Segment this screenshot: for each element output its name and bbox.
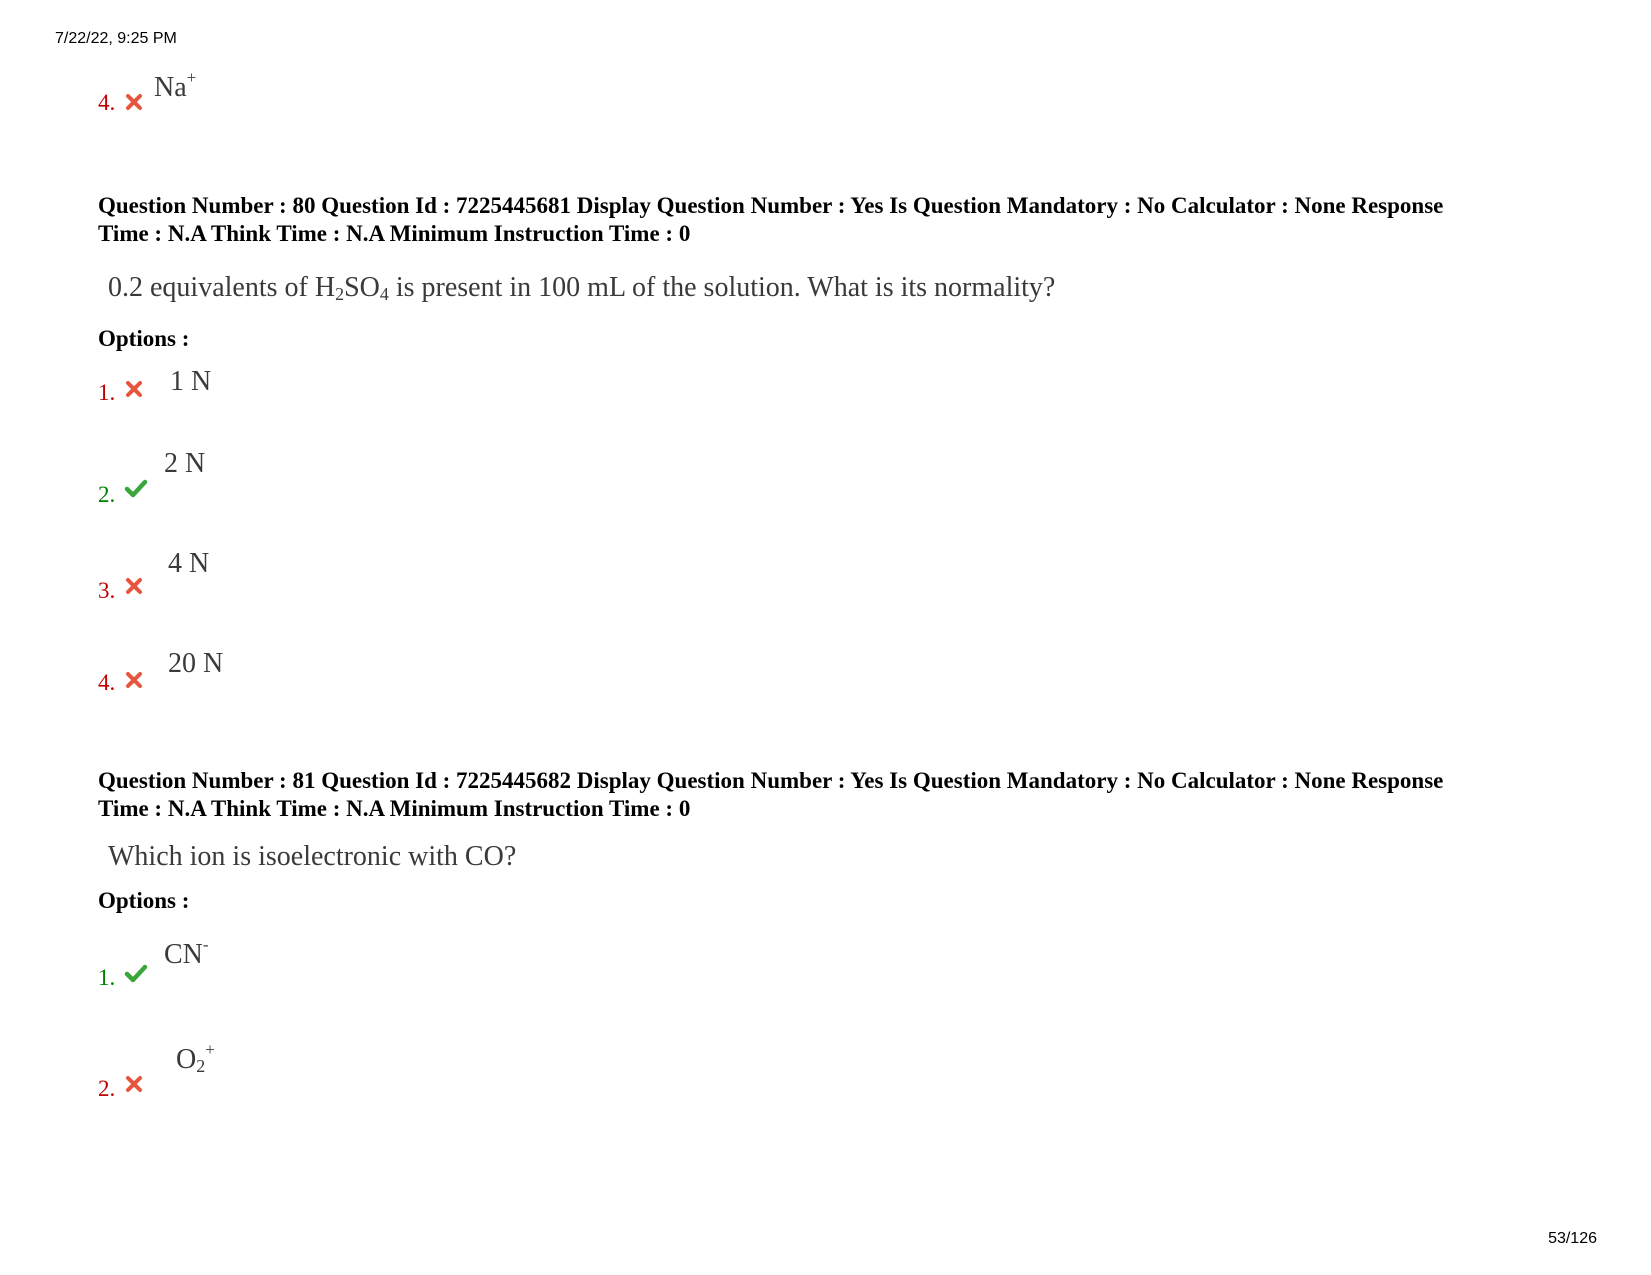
meta-line-1: Question Number : 80 Question Id : 7225445681 Display Question Number : Yes Is Question Mandatory : No Calculator : None Response bbox=[98, 193, 1444, 218]
question-80-option-4 bbox=[98, 648, 498, 708]
option-value: 1 N bbox=[170, 366, 212, 397]
cross-icon bbox=[124, 576, 144, 596]
question-81-text: Which ion is isoelectronic with CO? bbox=[108, 841, 517, 872]
option-value: Na+ bbox=[154, 68, 197, 103]
option-value: 20 N bbox=[168, 648, 224, 679]
prev-question-option-4 bbox=[98, 68, 498, 128]
option-number: 4. bbox=[98, 90, 116, 115]
option-number: 1. bbox=[98, 965, 116, 990]
option-value: $O_2^+$ bbox=[176, 1040, 215, 1076]
option-number: 2. bbox=[98, 1076, 116, 1101]
question-80-options-label: Options : bbox=[98, 326, 190, 351]
option-number: 1. bbox=[98, 380, 116, 405]
question-80-option-2 bbox=[98, 448, 498, 508]
print-timestamp: 7/22/22, 9:25 PM bbox=[55, 30, 177, 47]
question-80-option-3 bbox=[98, 548, 498, 608]
option-number: 4. bbox=[98, 670, 116, 695]
question-80-meta bbox=[98, 192, 1578, 248]
meta-line-2: Time : N.A Think Time : N.A Minimum Instruction Time : 0 bbox=[98, 796, 691, 821]
question-81-options-label: Options : bbox=[98, 888, 190, 913]
check-icon bbox=[124, 963, 148, 983]
question-81-option-2 bbox=[98, 1040, 498, 1100]
option-number: 3. bbox=[98, 578, 116, 603]
question-81-meta bbox=[98, 767, 1578, 823]
option-number: 2. bbox=[98, 482, 116, 507]
question-80-text: 0.2 equivalents of $H_2SO_4$ is present in 100 mL of the solution. What is its normality? bbox=[108, 272, 1056, 304]
meta-line-2: Time : N.A Think Time : N.A Minimum Instruction Time : 0 bbox=[98, 221, 691, 246]
option-value: 4 N bbox=[168, 548, 210, 579]
cross-icon bbox=[124, 1074, 144, 1094]
page-number: 53/126 bbox=[1548, 1230, 1597, 1247]
meta-line-1: Question Number : 81 Question Id : 7225445682 Display Question Number : Yes Is Question Mandatory : No Calculator : None Response bbox=[98, 768, 1444, 793]
question-81-option-1 bbox=[98, 935, 498, 995]
option-value: CN- bbox=[164, 935, 209, 970]
cross-icon bbox=[124, 92, 144, 112]
option-value: 2 N bbox=[164, 448, 206, 479]
check-icon bbox=[124, 478, 148, 498]
cross-icon bbox=[124, 379, 144, 399]
question-80-option-1 bbox=[98, 366, 498, 426]
cross-icon bbox=[124, 670, 144, 690]
